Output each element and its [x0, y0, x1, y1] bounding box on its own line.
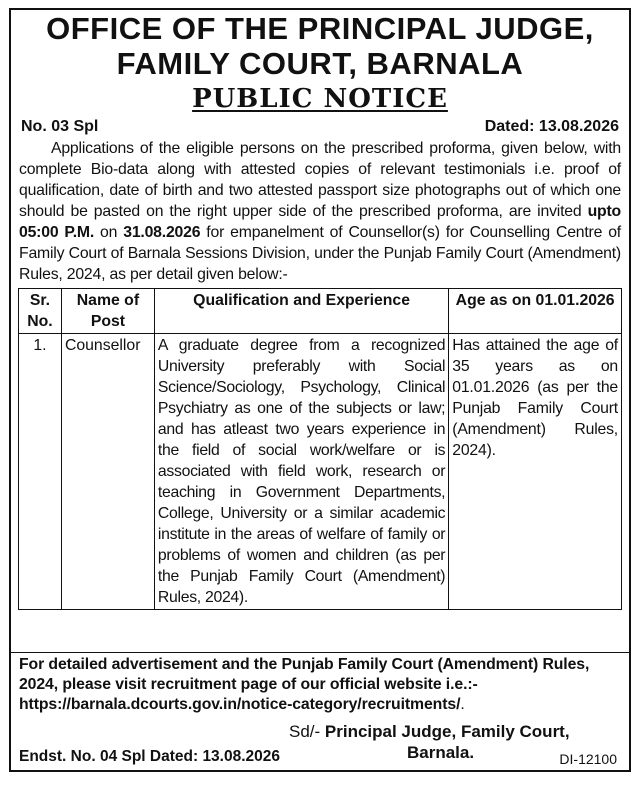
table-row [19, 334, 622, 610]
endorsement-number: Endst. No. 04 Spl Dated: 13.08.2026 [19, 748, 281, 765]
row-age: Has attained the age of 35 years as on 01.01.2026 (as per the Punjab Family Court (Amendment) Rules, 2024). [449, 334, 622, 610]
notice-title [11, 84, 629, 114]
header-name-of-post: Name of Post [61, 289, 154, 334]
body-part3: for empanelment of Counsellor(s) for Counselling Centre of Family Court of Barnala Sessions Division, under the Punjab Family Court (Amendment) Rules, 2024, as per detail given below:- [19, 224, 621, 283]
office-heading-line1: OFFICE OF THE PRINCIPAL JUDGE, [46, 11, 594, 46]
sd-prefix: Sd/- [289, 722, 325, 741]
eligibility-table [18, 288, 622, 610]
deadline-time: upto 05:00 P.M. [19, 203, 621, 241]
header-qualification: Qualification and Experience [154, 289, 448, 334]
public-notice-document [9, 8, 631, 772]
notice-meta [11, 118, 629, 136]
body-part1: Applications of the eligible persons on the prescribed proforma, given below, with complete Bio-data along with attested copies of relevant testimonials i.e. proof of qualification, date of birth and two attested passport size photographs out of which one should be pasted on the right upper side of the prescribed proforma, are invited [19, 140, 621, 220]
row-qualification: A graduate degree from a recognized University preferably with Social Science/Sociology, Psychology, Clinical Psychiatry as one of the subjects or law; and has atleast two years experience in the field of social work/welfare or is associated with field work, research or teaching in Government Departments, College, University or a similar academic institute in the areas of welfare of family or problems of women and children (as per the Punjab Family Court (Amendment) Rules, 2024). [154, 334, 448, 610]
header-age: Age as on 01.01.2026 [449, 289, 622, 334]
signatory-place: Barnala. [407, 743, 475, 762]
notice-number: No. 03 Spl [21, 118, 99, 135]
header-sr-no: Sr. No. [19, 289, 62, 334]
website-notice [19, 655, 621, 715]
reference-code: DI-12100 [559, 751, 617, 767]
website-url-end: . [460, 696, 465, 713]
notice-title-text: PUBLIC NOTICE [192, 84, 448, 114]
website-url[interactable]: https://barnala.dcourts.gov.in/notice-category/recruitments/ [19, 696, 461, 713]
notice-date: Dated: 13.08.2026 [484, 118, 619, 135]
signatory-title: Principal Judge, Family Court, [324, 722, 570, 741]
row-sr-no: 1. [19, 334, 62, 610]
row-post: Counsellor [61, 334, 154, 610]
table-header-row [19, 289, 622, 334]
body-part2: on [94, 224, 124, 241]
notice-body [11, 138, 629, 285]
office-heading-line2: FAMILY COURT, BARNALA [116, 46, 524, 81]
website-notice-text: For detailed advertisement and the Punjab Family Court (Amendment) Rules, 2024, please visit recruitment page of our official website i.e.:- [19, 656, 590, 693]
deadline-date: 31.08.2026 [123, 224, 201, 241]
